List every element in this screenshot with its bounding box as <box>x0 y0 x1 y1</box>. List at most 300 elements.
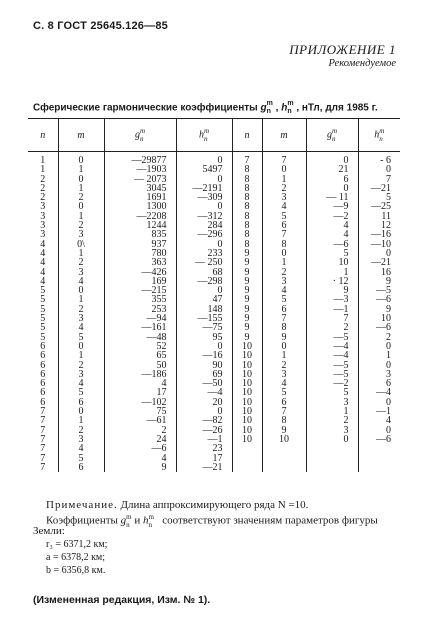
caption-text: Сферические гармонические коэффициенты <box>33 102 258 114</box>
table-cell: 6 <box>262 305 306 314</box>
table-cell: 1 <box>306 407 358 416</box>
table-cell: 1 <box>58 416 104 425</box>
table-cell: —26 <box>176 426 232 435</box>
table-cell: —21 <box>176 463 232 472</box>
table-cell: 0 <box>358 398 400 407</box>
table-cell: 8 <box>232 165 262 174</box>
table-cell: 0 <box>176 407 232 416</box>
table-cell: 5 <box>40 303 46 315</box>
table-cell: —6 <box>306 240 358 249</box>
table-cell: 1300 <box>104 202 176 211</box>
table-cell: 68 <box>176 268 232 277</box>
table-cell: 0 <box>306 184 358 193</box>
table-cell: 7 <box>40 461 46 473</box>
table-cell: 8 <box>232 230 262 239</box>
table-cell: 7 <box>358 175 400 184</box>
table-cell: 5 <box>40 331 46 343</box>
table-cell: 4 <box>58 277 104 286</box>
table-cell: —2 <box>306 212 358 221</box>
table-cell: 3 <box>58 435 104 444</box>
table-cell: 9 <box>262 426 306 435</box>
appendix-title: ПРИЛОЖЕНИЕ 1 <box>289 42 396 57</box>
table-cell: 2 <box>358 333 400 342</box>
table-cell: —426 <box>104 268 176 277</box>
edition-note: (Измененная редакция, Изм. № 1). <box>33 594 211 606</box>
table-cell: 65 <box>104 351 176 360</box>
table-cell: 6 <box>40 378 46 390</box>
table-cell: 0 <box>58 152 104 166</box>
table-cell: 2 <box>306 416 358 425</box>
table-cell: 16 <box>358 268 400 277</box>
note <box>46 499 308 511</box>
table-cell: 233 <box>176 249 232 258</box>
col-m: m <box>58 119 104 152</box>
table-cell: 2 <box>58 305 104 314</box>
table-cell: 7 <box>40 433 46 445</box>
table-cell: 1 <box>262 175 306 184</box>
table-cell: 1 <box>58 184 104 193</box>
table-cell: 8 <box>232 202 262 211</box>
table-cell: 2 <box>40 182 46 194</box>
table-cell <box>232 454 262 463</box>
table-cell: 0 <box>58 407 104 416</box>
table-cell: 5 <box>40 322 46 334</box>
table-cell: 3045 <box>104 184 176 193</box>
table-cell: 69 <box>176 370 232 379</box>
table-cell: 6 <box>262 221 306 230</box>
table-cell: 17 <box>176 454 232 463</box>
table-cell: 24 <box>104 435 176 444</box>
table-cell: 10 <box>306 258 358 267</box>
table-cell: 10 <box>232 379 262 388</box>
table-cell: —1 <box>358 407 400 416</box>
table-cell: 4 <box>262 202 306 211</box>
table-cell: 3 <box>262 370 306 379</box>
table-cell: —312 <box>176 212 232 221</box>
table-cell: 2 <box>58 426 104 435</box>
table-cell: 9 <box>232 268 262 277</box>
table-cell: 284 <box>176 221 232 230</box>
table-cell: — 11 <box>306 193 358 202</box>
table-cell: —82 <box>176 416 232 425</box>
table-cell: 7 <box>40 424 46 436</box>
table-cell: 8 <box>262 416 306 425</box>
table-cell: 8 <box>232 175 262 184</box>
table-cell: —1903 <box>104 165 176 174</box>
table-cell: 10 <box>232 416 262 425</box>
table-cell: 9 <box>104 463 176 472</box>
note-label: Примечание. <box>46 499 118 511</box>
table-cell: 8 <box>232 240 262 249</box>
table-cell: 937 <box>104 240 176 249</box>
table-cell: 5 <box>40 313 46 325</box>
table-cell: —6 <box>358 323 400 332</box>
col-m2: m <box>262 119 306 152</box>
table-cell <box>358 444 400 453</box>
radius-b: b = 6356,8 км. <box>46 565 106 576</box>
table-cell: 5497 <box>176 165 232 174</box>
table-cell: 9 <box>232 295 262 304</box>
table-cell: —4 <box>306 351 358 360</box>
earth-label: Земли: <box>33 525 65 537</box>
table-cell: 9 <box>306 286 358 295</box>
table-cell: 1 <box>40 164 46 176</box>
table-cell: 2 <box>262 268 306 277</box>
table-cell: 6 <box>358 379 400 388</box>
table-cell: 780 <box>104 249 176 258</box>
table-cell: —10 <box>358 240 400 249</box>
table-cell: 10 <box>232 361 262 370</box>
table-cell: 3 <box>58 370 104 379</box>
table-cell: 9 <box>232 314 262 323</box>
table-cell: 50 <box>104 361 176 370</box>
table-cell: 10 <box>232 351 262 360</box>
table-cell: —186 <box>104 370 176 379</box>
table-cell: —16 <box>358 230 400 239</box>
coefficients-statement: Коэффициенты g m n и h m n соответствуют значениям параметров фигуры <box>46 513 378 529</box>
table-cell: 4 <box>40 257 46 269</box>
table-cell <box>262 463 306 472</box>
table-cell: 10 <box>262 435 306 444</box>
table-cell: —16 <box>176 351 232 360</box>
table-cell: 148 <box>176 305 232 314</box>
table-cell: —6 <box>104 444 176 453</box>
table-cell: 1 <box>358 351 400 360</box>
table-cell: 10 <box>232 370 262 379</box>
table-cell: 3 <box>262 193 306 202</box>
coefficients-table <box>28 118 400 472</box>
table-cell: 9 <box>262 333 306 342</box>
table-cell: 0 <box>358 165 400 174</box>
caption-g: g <box>260 102 267 114</box>
table-cell: —5 <box>306 370 358 379</box>
table-cell: 4 <box>40 275 46 287</box>
table-cell: 3 <box>58 268 104 277</box>
table-cell: 6 <box>58 463 104 472</box>
table-cell: —1 <box>306 305 358 314</box>
table-cell <box>232 463 262 472</box>
col-n: n <box>28 119 58 152</box>
table-cell: 9 <box>232 258 262 267</box>
table-cell: 6 <box>40 350 46 362</box>
table-cell: 6 <box>40 340 46 352</box>
col-g2: g m n <box>306 119 358 152</box>
table-cell: 0 <box>358 361 400 370</box>
table-cell: 0 <box>262 249 306 258</box>
table-cell: 5 <box>262 212 306 221</box>
table-cell: 8 <box>262 323 306 332</box>
table-cell: —21 <box>358 258 400 267</box>
table-cell: 3 <box>262 277 306 286</box>
table-cell: 12 <box>358 221 400 230</box>
table-cell: —2208 <box>104 212 176 221</box>
table-cell: 2 <box>40 192 46 204</box>
table-cell: —102 <box>104 398 176 407</box>
table-cell: 4 <box>262 286 306 295</box>
table-cell: 5 <box>40 285 46 297</box>
table-cell: 1 <box>58 165 104 174</box>
table-cell: 7 <box>262 230 306 239</box>
table-cell: 1 <box>58 351 104 360</box>
table-cell: 23 <box>176 444 232 453</box>
table-cell: —2191 <box>176 184 232 193</box>
table-cell: 0 <box>358 342 400 351</box>
table-cell: 9 <box>232 277 262 286</box>
table-cell: 9 <box>232 286 262 295</box>
table-cell: 10 <box>232 342 262 351</box>
table-cell: 9 <box>232 323 262 332</box>
table-cell: 5 <box>306 388 358 397</box>
table-cell: 7 <box>40 406 46 418</box>
table-cell: 10 <box>232 426 262 435</box>
table-cell: — 250 <box>176 258 232 267</box>
table-cell: 355 <box>104 295 176 304</box>
table-cell: 9 <box>358 305 400 314</box>
table-cell: 253 <box>104 305 176 314</box>
table-cell: —309 <box>176 193 232 202</box>
table-cell: 8 <box>232 221 262 230</box>
table-cell: 10 <box>232 435 262 444</box>
table-cell: —296 <box>176 230 232 239</box>
table-cell: —48 <box>104 333 176 342</box>
table-cell: 11 <box>358 212 400 221</box>
table-cell: 7 <box>40 415 46 427</box>
table-cell: 17 <box>104 388 176 397</box>
table-cell: 2 <box>58 193 104 202</box>
table-cell: 0 <box>176 240 232 249</box>
table-cell: —161 <box>104 323 176 332</box>
table-cell: —215 <box>104 286 176 295</box>
table-cell: 0 <box>176 152 232 166</box>
table-caption: Сферические гармонические коэффициенты g m n , h m n , нТл, для 1985 г. <box>33 100 378 115</box>
table-cell: 2 <box>262 184 306 193</box>
table-cell: 7 <box>232 152 262 166</box>
table-cell: —9 <box>306 202 358 211</box>
table-cell: 6 <box>58 398 104 407</box>
table-cell: 3 <box>40 210 46 222</box>
table-cell: 0 <box>176 286 232 295</box>
table-cell: —5 <box>306 361 358 370</box>
table-cell: 2 <box>58 361 104 370</box>
table-cell: 6 <box>262 398 306 407</box>
col-h: h m n <box>176 119 232 152</box>
table-cell: 9 <box>232 305 262 314</box>
radius-r3: r₃ = 6371,2 км; <box>46 539 108 550</box>
table-cell: —75 <box>176 323 232 332</box>
table-cell: 7 <box>40 452 46 464</box>
table-cell: 7 <box>40 443 46 455</box>
table-cell: 8 <box>232 193 262 202</box>
table-cell: 6 <box>40 368 46 380</box>
table-cell: 0 <box>58 202 104 211</box>
table-cell: 6 <box>306 175 358 184</box>
table-cell: 5 <box>358 193 400 202</box>
table-cell: 5 <box>58 333 104 342</box>
table-cell: —1 <box>176 435 232 444</box>
table-cell: 0 <box>176 175 232 184</box>
table-cell: 3 <box>58 230 104 239</box>
table-cell: 9 <box>232 333 262 342</box>
table-cell <box>358 454 400 463</box>
table-cell: 835 <box>104 230 176 239</box>
table-cell: —5 <box>306 333 358 342</box>
table-cell: 4 <box>58 379 104 388</box>
table-cell: —2 <box>306 379 358 388</box>
table-cell: 3 <box>58 314 104 323</box>
table-cell: 0 <box>58 286 104 295</box>
table-cell: 4 <box>40 238 46 250</box>
table-cell: — 2073 <box>104 175 176 184</box>
table-cell: 2 <box>40 173 46 185</box>
table-cell: 0 <box>262 165 306 174</box>
table-cell: 1 <box>262 258 306 267</box>
table-cell: 5 <box>40 294 46 306</box>
table-cell: 4 <box>104 379 176 388</box>
table-cell: —4 <box>358 388 400 397</box>
table-cell <box>306 444 358 453</box>
table-cell: 3 <box>40 201 46 213</box>
table-cell: 10 <box>232 398 262 407</box>
table-cell: 5 <box>262 388 306 397</box>
table-cell: —50 <box>176 379 232 388</box>
table-header-row <box>28 119 400 152</box>
table-cell: 5 <box>306 249 358 258</box>
table-cell: 2 <box>58 258 104 267</box>
table-cell: 75 <box>104 407 176 416</box>
table-cell: 3 <box>40 220 46 232</box>
table-cell: —155 <box>176 314 232 323</box>
table-cell: 8 <box>232 184 262 193</box>
table-cell: 4 <box>358 416 400 425</box>
table-cell: 169 <box>104 277 176 286</box>
page-header: С. 8 ГОСТ 25645.126—85 <box>33 20 168 32</box>
table-cell <box>306 463 358 472</box>
table-cell: —5 <box>358 286 400 295</box>
table-cell: 0 <box>58 342 104 351</box>
table-cell: —6 <box>358 435 400 444</box>
caption-tail: , нТл, для 1985 г. <box>296 102 378 114</box>
table-cell: 4 <box>58 323 104 332</box>
table-cell: 3 <box>40 229 46 241</box>
table-row <box>28 152 400 166</box>
table-cell <box>232 444 262 453</box>
table-cell: 3 <box>306 398 358 407</box>
table-cell: 1691 <box>104 193 176 202</box>
table-cell: 0 <box>262 342 306 351</box>
table-cell: 10 <box>232 407 262 416</box>
table-cell: 5 <box>58 388 104 397</box>
table-cell: 1 <box>262 351 306 360</box>
table-cell: 0 <box>306 152 358 166</box>
table-cell: 0 <box>358 426 400 435</box>
table-cell: 90 <box>176 361 232 370</box>
table-cell: 7 <box>306 314 358 323</box>
table-cell: 4 <box>40 247 46 259</box>
table-cell: —94 <box>104 314 176 323</box>
table-cell: 363 <box>104 258 176 267</box>
caption-g-indices: m n <box>266 100 273 115</box>
table-cell: 5 <box>58 454 104 463</box>
table-cell: - 6 <box>358 152 400 166</box>
table-cell: 4 <box>262 379 306 388</box>
table-cell: 3 <box>306 426 358 435</box>
table-cell: 6 <box>40 396 46 408</box>
table-cell: —29877 <box>104 152 176 166</box>
table-cell: 1 <box>40 155 46 166</box>
table-cell: 0 <box>358 249 400 258</box>
table-cell: 0 <box>58 175 104 184</box>
table-cell: 0 <box>176 202 232 211</box>
table-cell: 4 <box>40 266 46 278</box>
table-cell: 9 <box>232 249 262 258</box>
table-cell: —4 <box>176 388 232 397</box>
table-cell: —25 <box>358 202 400 211</box>
table-cell: 6 <box>40 387 46 399</box>
appendix-subtitle: Рекомендуемое <box>328 58 396 69</box>
table-cell: 2 <box>306 323 358 332</box>
col-n2: n <box>232 119 262 152</box>
table-cell: 21 <box>306 165 358 174</box>
table-cell: 2 <box>104 426 176 435</box>
table-cell: 10 <box>232 388 262 397</box>
table-cell: 0\ <box>58 240 104 249</box>
table-cell: —6 <box>358 295 400 304</box>
col-g: g m n <box>104 119 176 152</box>
table-cell <box>262 444 306 453</box>
table-cell: 7 <box>262 407 306 416</box>
table-cell: —21 <box>358 184 400 193</box>
table-cell: —3 <box>306 295 358 304</box>
table-cell: 4 <box>104 454 176 463</box>
table-cell: —4 <box>306 342 358 351</box>
table-cell: 0 <box>306 435 358 444</box>
table-cell: —298 <box>176 277 232 286</box>
table-cell: 47 <box>176 295 232 304</box>
caption-h: h <box>281 102 288 114</box>
table-cell: · 12 <box>306 277 358 286</box>
table-cell: 7 <box>262 152 306 166</box>
table-cell: 10 <box>358 314 400 323</box>
table-cell: 5 <box>262 295 306 304</box>
table-cell: 20 <box>176 398 232 407</box>
table-cell: 1 <box>306 268 358 277</box>
table-cell: 9 <box>358 277 400 286</box>
table-cell: 2 <box>262 361 306 370</box>
table-cell <box>358 463 400 472</box>
table-cell: 2 <box>58 221 104 230</box>
note-text: Длина аппроксимирующего ряда N =10. <box>120 499 309 511</box>
table-cell: 8 <box>262 240 306 249</box>
table-cell <box>306 454 358 463</box>
table-row <box>28 463 400 472</box>
table-cell: 1 <box>58 212 104 221</box>
table-cell: 4 <box>306 221 358 230</box>
table-cell: 8 <box>232 212 262 221</box>
table-cell <box>262 454 306 463</box>
caption-h-indices: m n <box>287 100 294 115</box>
table-cell: 7 <box>262 314 306 323</box>
table-cell: —61 <box>104 416 176 425</box>
col-h2: h m n <box>358 119 400 152</box>
table-cell: 1 <box>58 295 104 304</box>
table-cell: 1244 <box>104 221 176 230</box>
table-cell: 4 <box>306 230 358 239</box>
table-cell: 6 <box>40 359 46 371</box>
table-cell: 95 <box>176 333 232 342</box>
table-cell: 0 <box>176 342 232 351</box>
table-cell: 1 <box>58 249 104 258</box>
radius-a: a = 6378,2 км; <box>46 552 106 563</box>
